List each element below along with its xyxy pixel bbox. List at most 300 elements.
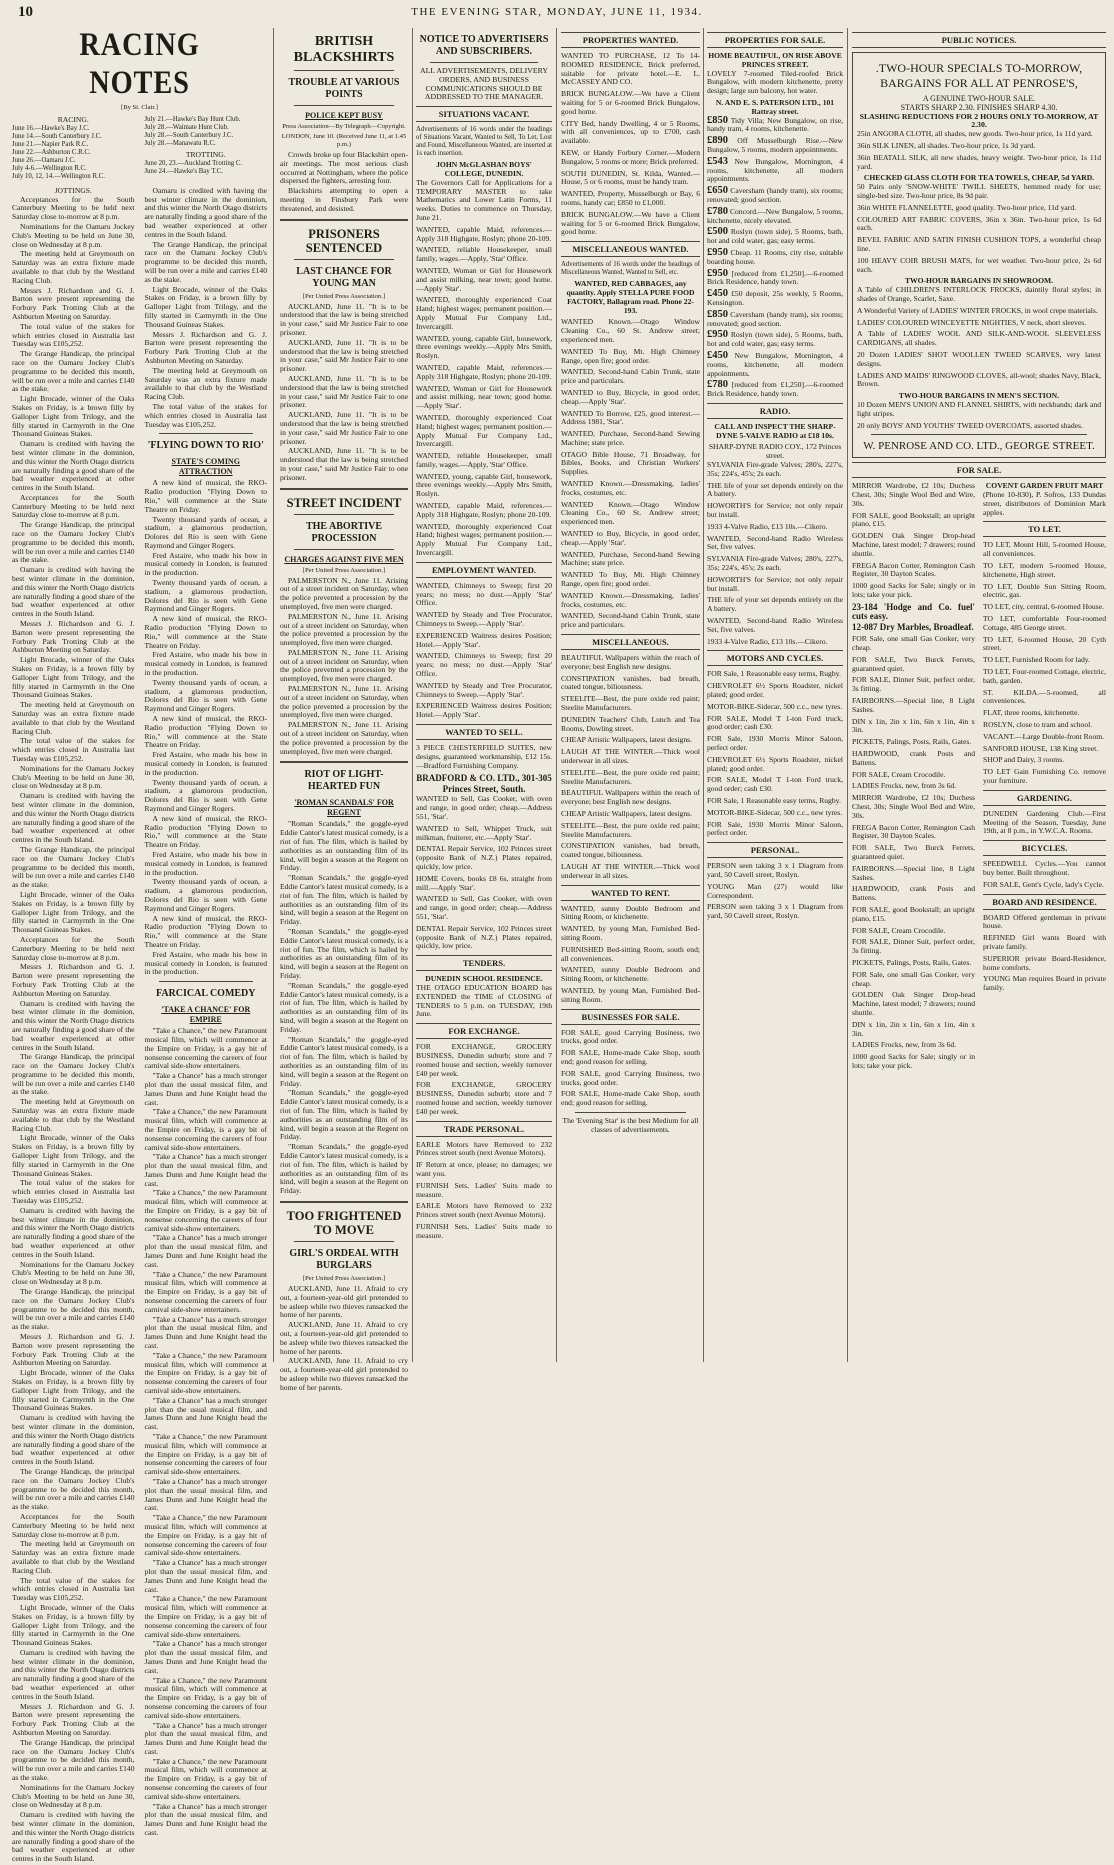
property-price: £450	[707, 288, 728, 300]
classified-ad: CHEVROLET 6½ Sports Roadster, nickel plated; good order.	[707, 754, 843, 773]
sale-item: 10 Dozen MEN'S UNION AND FLANNEL SHIRTS, with neckbands; dark and light stripes.	[857, 399, 1101, 418]
article-paragraph: PALMERSTON N., June 11. Arising out of a street incident on Saturday, when the police prevented a procession by the unemployed, five men were charged.	[280, 684, 408, 720]
article-paragraph: The meeting held at Greymouth on Saturday was an extra fixture made available to that club by the Westland Racing Club.	[12, 249, 135, 285]
fixture-item: July 28.—South Canterbury J.C.	[144, 132, 234, 139]
article-paragraph: Crowds broke up four Blackshirt open-air meetings. The most serious clash occurred at Nottingham, where the police dispersed the fighters, arresting four.	[280, 150, 408, 186]
footer-notice: The 'Evening Star' is the best Medium for all classes of advertisements.	[562, 1115, 699, 1134]
article-paragraph: "Take a Chance," the new Paramount musical film, which will commence at the Empire on Friday, is a gay bit of nonsense concerning the careers of four carnival side-show entertainers.	[144, 1594, 267, 1639]
classified-ad: FREGA Bacon Cotter, Remington Cash Register, 30 Dayton Scales.	[852, 560, 975, 579]
classified-ad: 1933 4-Valve Radio, £13 10s.—Cikero.	[707, 636, 828, 646]
classifieds-column-3	[707, 26, 843, 1362]
classified-ad: BRICK BUNGALOW.—We have a Client waiting for 5 or 6-roomed Brick Bungalow, good home.	[561, 209, 700, 237]
red-cabbages-ad: WANTED, RED CABBAGES, any quantity. Apply STELLA PURE FOOD FACTORY, Ballagram road. Phone 22-193.	[566, 279, 695, 315]
property-description: Cheap. 11 Rooms, city rise, suitable boarding house.	[707, 247, 843, 266]
blackshirts-subheading: TROUBLE AT VARIOUS POINTS	[288, 77, 400, 100]
article-paragraph: A new kind of musical, the RKO-Radio production "Flying Down to Rio," will commence at the State Theatre on Friday.	[144, 614, 267, 650]
press-association-line: [Per United Press Association.]	[302, 1274, 386, 1282]
classified-ad: TO LET, Four-roomed Cottage, electric, bath, garden.	[983, 667, 1106, 685]
classified-ad: LADIES Frocks, new, from 3s 6d.	[852, 1040, 957, 1050]
sale-item: 36in SILK LINEN, all shades. Two-hour price, 1s 3d yard.	[857, 140, 1036, 150]
classified-ad: BEAUTIFUL Wallpapers within the reach of everyone; best English new designs.	[561, 788, 700, 807]
classified-ad: WANTED to Sell, Whippet Truck, suit milkman, fruiterer, etc.—Apply 'Star'.	[416, 823, 552, 842]
classified-ad: CHEAP Artistic Wallpapers, latest designs.	[561, 808, 692, 818]
classified-ad: WANTED Known.—Otago Window Cleaning Co., 60 St. Andrew street; experienced men.	[561, 317, 700, 344]
classified-ad: WANTED to Sell, Gas Cooker, with oven and range, in good order; cheap.—Address 551, 'Star'.	[416, 894, 552, 921]
article-paragraph: Light Brocade, winner of the Oaks Stakes on Friday, is a brown filly by Galloper Light from Trilogy, and the filly started in Carmyrnth in the One Thousand Guineas Stakes.	[144, 284, 267, 329]
classified-ad: FOR Sale, one small Gas Cooker, very cheap.	[852, 634, 975, 653]
fixture-item: June 20, 23.—Auckland Trotting C.	[144, 159, 243, 167]
classified-ad: EXPERIENCED Waitress desires Position; Hotel.—Apply 'Star'.	[416, 630, 552, 649]
classified-ad: BOARD Offered gentleman in private house.	[983, 912, 1106, 931]
section-intro: Advertisements of 16 words under the headings of Miscellaneous Wanted, Wanted to Sell, etc.	[561, 261, 700, 277]
property-price: £950	[707, 329, 728, 341]
fixture-item: June 21.—Napier Park R.C.	[12, 140, 89, 148]
penrose-headline-2: BARGAINS FOR ALL AT PENROSE'S,	[880, 76, 1078, 90]
property-price: £850	[707, 114, 728, 126]
article-paragraph: AUCKLAND, June 11. "It is to be understood that the law is being stretched in your case," said Mr Justice Fair to one prisoner.	[280, 446, 408, 482]
article-paragraph: AUCKLAND, June 11. Afraid to cry out, a fourteen-year-old girl pretended to be asleep while two thieves ransacked the home of her parents.	[280, 1320, 408, 1356]
checked-glass-cloth-line: CHECKED GLASS CLOTH FOR TEA TOWELS, CHEAP, 5d YARD.	[863, 173, 1095, 183]
classified-ad: HOWORTH'S for Service; not only repair but install.	[707, 574, 843, 593]
article-paragraph: Messrs J. Richardson and G. J. Barton were present representing the Forbury Park Trotting Club at the Ashburton Meeting on Saturday.	[12, 962, 135, 998]
article-paragraph: Oamaru is credited with having the best winter climate in the dominion, and this winter the North Otago districts are naturally finding a good share of the bad weather experienced at other centres in the South Island.	[12, 1810, 135, 1864]
article-paragraph: Light Brocade, winner of the Oaks Stakes on Friday, is a brown filly by Galloper Light from Trilogy, and the filly started in Carmyrnth in the One Thousand Guineas Stakes.	[12, 655, 135, 700]
classified-ad: WANTED, thoroughly experienced Coat Hand; highest wages; permanent position.—Apply Mutual Fur Company Ltd., Invercargill.	[416, 521, 552, 558]
classified-ad: THE life of your set depends entirely on the A battery.	[707, 480, 843, 499]
classified-ad: WANTED, Chimneys to Sweep; first 20 years; no mess; no dust.—Apply 'Star' Office.	[416, 651, 552, 679]
sale-item: 36in BEATALL SILK, all new shades, heavy weight. Two-hour price, 1s 11d yard.	[857, 152, 1101, 171]
trade-personal-heading: TRADE PERSONAL.	[416, 1121, 552, 1137]
classified-ad: LADIES Frocks, new, from 3s 6d.	[852, 781, 957, 791]
sale-item: A Table of LADIES' WOOL AND SILK-AND-WOOL SLEEVELESS CARDIGANS, all shades.	[857, 329, 1101, 348]
classified-ad: WANTED, Second-hand Radio Wireless Set, five valves.	[707, 616, 843, 634]
article-paragraph: Nominations for the Oamaru Jockey Club's Meeting to be held on June 30, close on Wednesday at 8 p.m.	[12, 1259, 135, 1287]
classified-ad: OTAGO Bible House, 71 Broadway, for Bibles, Books, and Christian Workers' Supplies.	[561, 449, 700, 477]
prisoners-subheading: LAST CHANCE FOR YOUNG MAN	[296, 265, 392, 289]
classified-ad: WANTED, thoroughly experienced Coat Hand; highest wages; permanent position.—Apply Mutual Fur Company Ltd., Invercargill.	[416, 412, 552, 449]
classified-ad: FREGA Bacon Cotter, Remington Cash Register, 30 Dayton Scales.	[852, 822, 975, 841]
article-paragraph: Oamaru is credited with having the best winter climate in the dominion, and this winter the North Otago districts are naturally finding a good share of the bad weather experienced at other centres in the South Island.	[12, 1205, 135, 1259]
property-description: New Bungalow, Mornington, 4 rooms, kitchenette, all modern appointments.	[707, 350, 843, 378]
article-paragraph: Oamaru is credited with having the best winter climate in the dominion, and this winter the North Otago districts are naturally finding a good share of the bad weather experienced at other centres in the South Island.	[144, 185, 267, 239]
classified-ad: FOR SALE, Home-made Cake Shop, south end; good reason for selling.	[561, 1089, 700, 1108]
fixtures-heading: RACING.	[57, 115, 89, 124]
classified-ad: SANFORD HOUSE, 138 King street.	[983, 743, 1099, 753]
article-paragraph: "Take a Chance" has a much stronger plot than the usual musical film, and James Dunn and June Knight head the cast.	[144, 1558, 267, 1594]
classified-ad: FOR SALE, Two Burck Ferrets, guaranteed quiet.	[852, 654, 975, 673]
classified-ad: FOR SALE, good Carrying Business, two trucks, good order.	[561, 1068, 700, 1087]
classified-ad: WANTED, by young Man, Furnished Bed-sitting Room.	[561, 924, 700, 942]
property-description: Roslyn (town side), 5 Rooms, bath, hot and cold water, gas; easy terms.	[707, 330, 844, 349]
classified-ad: SYLVANIA Fire-grade Valves; 280's, 227's, 35s; 224's, 45's; 2s each.	[707, 554, 843, 573]
article-paragraph: The Grange Handicap, the principal race on the Oamaru Jockey Club's programme to be decided this month, will be run over a mile and carries £140 as the stake.	[12, 520, 135, 565]
classified-ad: CHEVROLET 6½ Sports Roadster, nickel plated; good order.	[707, 681, 843, 700]
article-paragraph: The Grange Handicap, the principal race on the Oamaru Jockey Club's programme to be decided this month, will be run over a mile and carries £140 as the stake.	[12, 1052, 135, 1097]
article-paragraph: Twenty thousand yards of ocean, a stadium, a glamorous production, Dolores del Rio is seen with Gene Raymond and Ginger Rogers.	[144, 578, 267, 614]
miscellaneous-heading: MISCELLANEOUS.	[561, 634, 700, 650]
classified-ad: EARLE Motors have Removed to 232 Princes street south (next Avenue Motors).	[416, 1201, 552, 1220]
fixture-item: July 28.—Manawatu R.C.	[144, 140, 216, 147]
article-paragraph: Acceptances for the South Canterbury Meeting to be held next Saturday close to-morrow at 8 p.m.	[12, 1511, 135, 1539]
article-paragraph: PALMERSTON N., June 11. Arising out of a street incident on Saturday, when the police prevented a procession by the unemployed, five men were charged.	[280, 611, 408, 648]
classified-ad: TO LET, comfortable Four-roomed Cottage, 485 George street.	[983, 614, 1106, 632]
classified-ad: FOR SALE, Model T 1-ton Ford truck, good order; cash £30.	[707, 713, 843, 732]
article-paragraph: "Roman Scandals," the goggle-eyed Eddie Cantor's latest musical comedy, is a riot of fun. The film, which is hailed by authorities as an outstanding film of its kind, will begin a season at the Regent on Friday.	[280, 980, 408, 1034]
to-let-heading: TO LET.	[983, 521, 1106, 537]
article-paragraph: Oamaru is credited with having the best winter climate in the dominion, and this winter the North Otago districts are naturally finding a good share of the bad weather experienced at other centres in the South Island.	[12, 1413, 135, 1467]
classified-ad: WANTED, young, capable Girl, housework, three evenings weekly.—Apply Mrs Smith, Roslyn.	[416, 333, 552, 361]
classified-ad: WANTED, capable Maid, references.—Apply 318 Highgate, Roslyn; phone 20-109.	[416, 362, 552, 381]
public-notices-column	[852, 26, 1106, 1362]
classified-ad: 23-184 'Hodge and Co. fuel' cuts easy.	[852, 601, 975, 621]
classified-ad: HARDWOOD, crank Posts and Battens.	[852, 884, 975, 903]
property-price: £850	[707, 308, 728, 320]
article-paragraph: "Take a Chance," the new Paramount musical film, which will commence at the Empire on Friday, is a gay bit of nonsense concerning the careers of four carnival side-show entertainers.	[144, 1269, 267, 1314]
property-price: £780	[707, 205, 728, 217]
classified-ad: WANTED by Steady and Tree Procurator, Chimneys to Sweep.—Apply 'Star'.	[416, 610, 552, 629]
board-and-residence-heading: BOARD AND RESIDENCE.	[983, 894, 1106, 910]
riot-of-fun-headline: RIOT OF LIGHT-HEARTED FUN	[304, 769, 384, 793]
classified-ad: FOR Sale, one small Gas Cooker, very cheap.	[852, 969, 975, 988]
agent-name: N. AND E. S. PATERSON LTD., 101 Rattray street.	[715, 97, 835, 116]
article-paragraph: "Roman Scandals," the goggle-eyed Eddie Cantor's latest musical comedy, is a riot of fun. The film, which is hailed by authorities as an outstanding film of its kind, will begin a season at the Regent on Friday.	[280, 873, 408, 927]
article-paragraph: Twenty thousand yards of ocean, a stadium, a glamorous production, Dolores del Rio is seen with Gene Raymond and Ginger Rogers.	[144, 777, 267, 813]
article-paragraph: PALMERSTON N., June 11. Arising out of a street incident on Saturday, when the police prevented a procession by the unemployed, five men were charged.	[280, 647, 408, 684]
classified-ad: WANTED to Buy, Bicycle, in good order, cheap.—Apply 'Star'.	[561, 529, 700, 547]
article-paragraph: "Roman Scandals," the goggle-eyed Eddie Cantor's latest musical comedy, is a riot of fun. The film, which is hailed by authorities as an outstanding film of its kind, will begin a season at the Regent on Friday.	[280, 819, 408, 873]
sharp-dyne-address: SHARP-DYNE RADIO COY., 172 Princes street.	[708, 442, 842, 461]
classified-ad: YOUNG Man (27) would like Correspondent.	[707, 881, 843, 900]
classified-ad: TO LET, city, central, 6-roomed House.	[983, 602, 1104, 612]
press-association-line: [Per United Press Association.]	[302, 292, 386, 300]
sale-item: LADIES AND MAIDS' RINGWOOD CLOVES, all-wool; shades Navy, Black, Brown.	[857, 370, 1101, 389]
empire-subheading: 'TAKE A CHANCE' FOR EMPIRE	[161, 1005, 251, 1025]
personal-heading: PERSONAL.	[707, 842, 843, 858]
article-paragraph: PALMERSTON N., June 11. Arising out of a street incident on Saturday, when the police prevented a procession by the unemployed, five men were charged.	[280, 575, 408, 611]
press-association-line: Press Association—By Telegraph—Copyright.	[282, 123, 406, 130]
article-paragraph: Oamaru is credited with having the best winter climate in the dominion, and this winter the North Otago districts are naturally finding a good share of the bad weather experienced at other centres in the South Island.	[12, 791, 135, 845]
fixtures	[12, 116, 267, 181]
property-description: New Bungalow, Mornington, 4 rooms, kitchenette, all modern appointments.	[707, 156, 843, 184]
sale-item: BEVEL FABRIC AND SATIN FINISH CUSHION TOPS, a wonderful cheap line.	[857, 235, 1101, 253]
article-paragraph: A new kind of musical, the RKO-Radio production "Flying Down to Rio," will commence at the State Theatre on Friday.	[144, 714, 267, 750]
classified-ad: WANTED To Buy, Mt. High Chimney Range, open fire; good order.	[561, 346, 700, 365]
sale-item: 25in ANGORA CLOTH, all shades, new goods. Two-hour price, 1s 11d yard.	[857, 129, 1093, 139]
article-paragraph: Light Brocade, winner of the Oaks Stakes on Friday, is a brown filly by Galloper Light from Trilogy, and the filly started in Carmyrnth in the One Thousand Guineas Stakes.	[12, 1368, 135, 1413]
classified-ad: EARLE Motors have Removed to 232 Princes street south (next Avenue Motors).	[416, 1139, 552, 1158]
article-paragraph: "Take a Chance" has a much stronger plot than the usual musical film, and James Dunn and June Knight head the cast.	[144, 1720, 267, 1756]
classified-ad: WANTED, young, capable Girl, housework, three evenings weekly.—Apply Mrs Smith, Roslyn.	[416, 471, 552, 499]
covent-garden-heading: COVENT GARDEN FRUIT MART	[985, 481, 1104, 491]
column-divider	[412, 28, 413, 1362]
article-paragraph: Fred Astaire, who made his bow in musical comedy in London, is featured in the production.	[144, 550, 267, 578]
property-price: £450	[707, 349, 728, 361]
sale-item: 20 only BOYS' AND YOUTHS' TWEED OVERCOATS, assorted shades.	[857, 420, 1083, 430]
article-paragraph: AUCKLAND, June 11. Afraid to cry out, a fourteen-year-old girl pretended to be asleep while two thieves ransacked the home of her parents.	[280, 1356, 408, 1392]
classified-ad: VACANT.—Large Double-front Room.	[983, 731, 1105, 741]
article-paragraph: Oamaru is credited with having the best winter climate in the dominion, and this winter the North Otago districts are naturally finding a good share of the bad weather experienced at other centres in the South Island.	[12, 998, 135, 1052]
motors-and-cycles-heading: MOTORS AND CYCLES.	[707, 650, 843, 666]
classified-ad: SUPERIOR private Board-Residence, home comforts.	[983, 953, 1106, 972]
ad-headline: CALL AND INSPECT THE SHARP-DYNE 5-VALVE RADIO at £18 10s.	[714, 421, 836, 440]
article-paragraph: "Take a Chance," the new Paramount musical film, which will commence at the Empire on Friday, is a gay bit of nonsense concerning the careers of four carnival side-show entertainers.	[144, 1432, 267, 1477]
sale-hours: STARTS SHARP 2.30. FINISHES SHARP 4.30.	[900, 102, 1058, 112]
ad-headline: DUNEDIN SCHOOL RESIDENCE.	[425, 974, 543, 984]
classified-ad: SPEEDWELL Cycles.—You cannot buy better. Built throughout.	[983, 859, 1106, 877]
classified-ad: CITY Bed, handy Dwelling, 4 or 5 Rooms, with all conveniences, up to £700, cash available.	[561, 118, 700, 146]
property-description: [reduced from £1,250].—6-roomed Brick Residence, handy town.	[707, 268, 843, 287]
classified-ad: WANTED Known.—Dressmaking, ladies' frocks, costumes, etc.	[561, 479, 700, 497]
article-paragraph: A new kind of musical, the RKO-Radio production "Flying Down to Rio," will commence at the State Theatre on Friday.	[144, 913, 267, 949]
classified-ad: WANTED, sunny Double Bedroom and Sitting Room, or kitchenette.	[561, 965, 700, 984]
sale-item: COLOURED ART FABRIC COVERS, 36in x 36in. Two-hour price, 1s 6d each.	[857, 214, 1101, 233]
classified-ad: FOR Sale, 1930 Morris Minor Saloon, perfect order.	[707, 819, 843, 838]
article-paragraph: The total value of the stakes for which entries closed in Australia last Tuesday was £105,252.	[12, 1178, 135, 1206]
slashing-reductions-line: SLASHING REDUCTIONS FOR 2 HOURS ONLY TO-MORROW, AT 2.30.	[859, 111, 1099, 130]
article-paragraph: Messrs J. Richardson and G. J. Barton were present representing the Forbury Park Trotting Club at the Ashburton Meeting on Saturday.	[12, 1332, 135, 1368]
classified-ad: FOR SALE, good Bookstall; an upright piano, £15.	[852, 904, 975, 923]
article-paragraph: A new kind of musical, the RKO-Radio production "Flying Down to Rio," will commence at the State Theatre on Friday.	[144, 813, 267, 850]
article-paragraph: The Grange Handicap, the principal race on the Oamaru Jockey Club's programme to be decided this month, will be run over a mile and carries £140 as the stake.	[12, 1737, 135, 1783]
showroom-heading: TWO-HOUR BARGAINS IN SHOWROOM.	[904, 276, 1054, 286]
article-paragraph: "Take a Chance" has a much stronger plot than the usual musical film, and James Dunn and June Knight head the cast.	[144, 1233, 267, 1269]
sale-item: LADIES' COLOURED WINCEYETTE NIGHTIES, V neck, short sleeves.	[857, 317, 1087, 327]
classified-ad: FOR SALE, Model T 1-ton Ford truck, good order; cash £30.	[707, 775, 843, 794]
article-paragraph: Acceptances for the South Canterbury Meeting to be held next Saturday close to-morrow at 8 p.m.	[12, 194, 135, 222]
article-paragraph: Acceptances for the South Canterbury Meeting to be held next Saturday close to-morrow at 8 p.m.	[12, 934, 135, 962]
classified-ad: PERSON seen taking 3 x 1 Diagram from yard, 50 Cavell street, Roslyn.	[707, 902, 843, 921]
article-paragraph: A new kind of musical, the RKO-Radio production "Flying Down to Rio," will commence at the State Theatre on Friday.	[144, 478, 267, 514]
street-incident-headline: STREET INCIDENT	[286, 495, 402, 510]
classified-ad: FOR EXCHANGE, GROCERY BUSINESS, Dunedin suburb; store and 7 roomed house and section, weekly turnover £40 per week.	[416, 1042, 552, 1078]
miscellaneous-wanted-heading: MISCELLANEOUS WANTED.	[561, 241, 700, 257]
for-exchange-heading: FOR EXCHANGE.	[416, 1023, 552, 1039]
fixture-item: July 21.—Hawke's Bay Hunt Club.	[144, 116, 241, 123]
classifieds-column-1	[416, 26, 552, 1362]
column-divider	[847, 28, 848, 1362]
fixture-item: June 16.—Hawke's Bay J.C.	[12, 124, 90, 132]
classified-ad: FOR SALE, Home-made Cake Shop, south end; good reason for selling.	[561, 1048, 700, 1066]
article-paragraph: PALMERSTON N., June 11. Arising out of a street incident on Saturday, when the police prevented a procession by the unemployed, five men were charged.	[280, 720, 408, 756]
flying-down-to-rio-heading: 'FLYING DOWN TO RIO'	[147, 440, 264, 452]
byline: [By St. Clair.]	[121, 104, 158, 111]
classified-ad: 1000 good Sacks for Sale; singly or in lots; take your pick.	[852, 1052, 975, 1070]
classified-ad: DIN x 1in, 2in x 1in, 6in x 1in, 4in x 3in.	[852, 716, 975, 735]
classified-ad: 3 PIECE CHESTERFIELD SUITES, new designs, guaranteed workmanship, £12 15s.—Bradford Furnishing Company.	[416, 743, 552, 770]
property-price: £543	[707, 155, 728, 167]
wanted-to-sell-heading: WANTED TO SELL.	[416, 724, 552, 740]
ad-headline: HOME BEAUTIFUL, ON RISE ABOVE PRINCES STREET.	[708, 51, 842, 69]
blackshirts-subheading-2: POLICE KEPT BUSY	[305, 111, 383, 120]
fixture-item: June 14.—South Canterbury J.C.	[12, 132, 102, 140]
article-paragraph: Fred Astaire, who made his bow in musical comedy in London, is featured in the production.	[144, 650, 267, 678]
classified-ad: ST. KILDA.—5-roomed, all conveniences.	[983, 687, 1106, 706]
classified-ad: FURNISHED Bed-sitting Room, south end; all conveniences.	[561, 944, 700, 963]
article-paragraph: "Take a Chance," the new Paramount musical film, which will commence at the Empire on Friday, is a gay bit of nonsense concerning the careers of four carnival side-show entertainers.	[144, 1107, 267, 1152]
classified-ad: TO LET, modern 5-roomed House, kitchenette, High street.	[983, 561, 1106, 579]
bicycles-heading: BICYCLES.	[983, 840, 1106, 856]
article-paragraph: "Take a Chance" has a much stronger plot than the usual musical film, and James Dunn and June Knight head the cast.	[144, 1395, 267, 1432]
property-price: £780	[707, 379, 728, 391]
classified-ad: WANTED, Second-hand Cabin Trunk, state price and particulars.	[561, 367, 700, 386]
article-paragraph: Messrs J. Richardson and G. J. Barton were present representing the Forbury Park Trotting Club at the Ashburton Meeting on Saturday.	[12, 285, 135, 321]
classified-ad: SOUTH DUNEDIN, St. Kilda, Wanted.—House, 5 or 6 rooms, must be handy tram.	[561, 168, 700, 187]
classified-ad: STEELITE—Best, the pure oxide red paint; Steelite Manufacturers.	[561, 820, 700, 839]
section-intro: Advertisements of 16 words under the headings of Situations Vacant, Wanted to Sell, To Let, Lost and Found, Miscellaneous Wanted, are inserted at 1s each insertion.	[416, 126, 552, 158]
article-paragraph: Light Brocade, winner of the Oaks Stakes on Friday, is a brown filly by Galloper Light from Trilogy, and the filly started in Carmyrnth in the One Thousand Guineas Stakes.	[12, 1133, 135, 1178]
classified-ad: WANTED, Woman or Girl for Housework and assist milking, near town; good home.—Apply 'Star'.	[416, 383, 552, 411]
article-paragraph: "Take a Chance" has a much stronger plot than the usual musical film, and James Dunn and June Knight head the cast.	[144, 1639, 267, 1675]
classified-ad: EXPERIENCED Waitress desires Position; Hotel.—Apply 'Star'.	[416, 701, 552, 720]
classified-ad: LAUGH AT THE WINTER.—Thick wool underwear in all sizes.	[561, 861, 700, 880]
classified-ad: TO LET, Furnished Room for lady.	[983, 655, 1091, 665]
classified-ad: MOTOR-BIKE-Sidecar, 500 c.c., new tyres.	[707, 701, 843, 711]
article-paragraph: The total value of the stakes for which entries closed in Australia last Tuesday was £105,252.	[12, 736, 135, 763]
property-price: £950	[707, 246, 728, 258]
fixture-item: July 4-6.—Wellington R.C.	[12, 164, 87, 172]
classified-ad: WANTED to Sell, Gas Cooker, with oven and range, in good order; cheap.—Address 551, 'Star'.	[416, 794, 552, 821]
article-paragraph: Nominations for the Oamaru Jockey Club's Meeting to be held on June 30, close on Wednesday at 8 p.m.	[12, 763, 135, 791]
classified-ad: WANTED, capable Maid, references.—Apply 318 Highgate, Roslyn; phone 20-109.	[416, 501, 552, 519]
racing-notes-column	[12, 26, 267, 1864]
classified-ad: CHEAP Artistic Wallpapers, latest designs.	[561, 735, 692, 745]
classified-ad: HOME Covers, books £8 6s, straight from mill.—Apply 'Star'.	[416, 873, 552, 892]
frightened-subheading: GIRL'S ORDEAL WITH BURGLARS	[289, 1247, 399, 1271]
article-paragraph: "Take a Chance," the new Paramount musical film, which will commence at the Empire on Friday, is a gay bit of nonsense concerning the careers of four carnival side-show entertainers.	[144, 1513, 267, 1558]
article-paragraph: Blackshirts attempting to open a meeting in Finsbury Park were threatened, and desisted.	[280, 186, 408, 213]
penrose-headline-1: .TWO-HOUR SPECIALS TO-MORROW,	[875, 61, 1083, 75]
classified-ad: FOR SALE, Cream Crocodile.	[852, 769, 946, 779]
article-paragraph: The meeting held at Greymouth on Saturday was an extra fixture made available to that club by the Westland Racing Club.	[12, 1097, 135, 1133]
classified-ad: CONSTIPATION vanishes, bad breath, coated tongue, biliousness.	[561, 841, 700, 860]
classified-ad: WANTED To Borrow, £25, good interest.—Address 1981, 'Star'.	[561, 408, 700, 427]
classified-ad: BRICK BUNGALOW.—We have a Client waiting for 5 or 6-roomed Brick Bungalow, good home.	[561, 89, 700, 116]
classified-ad: TO LET Gain Furnishing Co. remove your furniture.	[983, 767, 1106, 786]
dateline: LONDON, June 10. (Received June 11, at 1.45 p.m.)	[281, 133, 407, 148]
article-paragraph: Twenty thousand yards of ocean, a stadium, a glamorous production, Dolores del Rio is seen with Gene Raymond and Ginger Rogers.	[144, 677, 267, 714]
classified-ad: IF Return at once, please; no damages; we want you.	[416, 1160, 552, 1178]
column-divider	[556, 28, 557, 1362]
classified-ad: FAIRBORNS.—Special line, 8 Light Sashes.	[852, 863, 975, 882]
article-paragraph: Twenty thousand yards of ocean, a stadium, a glamorous production, Dolores del Rio is seen with Gene Raymond and Ginger Rogers.	[144, 514, 267, 550]
classified-ad: DUNEDIN Teachers' Club, Lunch and Tea Rooms, Dowling street.	[561, 714, 700, 733]
classified-ad: WANTED by Steady and Tree Procurator, Chimneys to Sweep.—Apply 'Star'.	[416, 680, 552, 699]
property-description: Concord.—New Bungalow, 5 rooms, kitchenette, nicely elevated.	[707, 206, 843, 225]
businesses-for-sale-heading: BUSINESSES FOR SALE.	[561, 1009, 700, 1025]
classified-ad: DUNEDIN Gardening Club.—First Meeting of the Season, Tuesday, June 19th, at 8 p.m., in Y.W.C.A. Rooms.	[983, 808, 1106, 836]
property-description: Caversham (handy tram), six rooms; renovated; good section.	[707, 309, 843, 328]
classified-ad: LAUGH AT THE WINTER.—Thick wool underwear in all sizes.	[561, 747, 700, 765]
classified-ad: FAIRBORNS.—Special line, 8 Light Sashes.	[852, 696, 975, 714]
newspaper-title: THE EVENING STAR, MONDAY, JUNE 11, 1934.	[411, 6, 703, 18]
prisoners-headline: PRISONERS SENTENCED	[305, 226, 383, 255]
classified-ad: SYLVANIA Fire-grade Valves; 280's, 227's, 35s; 224's, 45's; 2s each.	[707, 460, 843, 478]
article-paragraph: "Roman Scandals," the goggle-eyed Eddie Cantor's latest musical comedy, is a riot of fun. The film, which is hailed by authorities as an outstanding film of its kind, will begin a season at the Regent on Friday.	[280, 927, 408, 980]
classified-ad: THE OTAGO EDUCATION BOARD has EXTENDED the TIME of CLOSING of TENDERS to 5 p.m. on TUESDAY, 19th June.	[416, 982, 552, 1019]
classified-ad: The Governors Call for Applications for a TEMPORARY MASTER to take Mathematics and Lower Latin Forms, 11 weeks. Duties to commence on Thursday, June 21.	[416, 177, 552, 222]
mens-section-heading: TWO-HOUR BARGAINS IN MEN'S SECTION.	[898, 391, 1060, 401]
classified-ad: WANTED, Chimneys to Sweep; first 20 years; no mess; no dust.—Apply 'Star' Office.	[416, 580, 552, 608]
tenders-heading: TENDERS.	[416, 955, 552, 971]
article-paragraph: "Take a Chance" has a much stronger plot than the usual musical film, and James Dunn and June Knight head the cast.	[144, 1071, 267, 1107]
article-paragraph: "Take a Chance" has a much stronger plot than the usual musical film, and James Dunn and June Knight head the cast.	[144, 1801, 267, 1838]
property-description: £50 deposit, 25s weekly, 5 Rooms, Kensington.	[707, 289, 843, 307]
classified-ad: FOR SALE, Gent's Cycle, lady's Cycle.	[983, 879, 1104, 889]
classified-ad: STEELITE—Best, the pure oxide red paint; Steelite Manufacturers.	[561, 694, 700, 713]
article-paragraph: The Grange Handicap, the principal race on the Oamaru Jockey Club's programme to be decided this month, will be run over a mile and carries £140 as the stake.	[12, 844, 135, 890]
radio-heading: RADIO.	[707, 403, 843, 419]
public-notices-heading: PUBLIC NOTICES.	[852, 32, 1106, 48]
classified-ad: FOR Sale, 1930 Morris Minor Saloon, perfect order.	[707, 734, 843, 752]
situations-vacant-heading: SITUATIONS VACANT.	[416, 106, 552, 122]
penrose-firm-name: W. PENROSE AND CO. LTD., GEORGE STREET.	[863, 440, 1095, 453]
classified-ad: 1000 good Sacks for Sale; singly or in lots; take your pick.	[852, 581, 975, 600]
article-paragraph: "Take a Chance" has a much stronger plot than the usual musical film, and James Dunn and June Knight head the cast.	[144, 1152, 267, 1188]
fixture-item: July 28.—Waimate Hunt Club.	[144, 124, 229, 131]
sale-item: A Wonderful Variety of LADIES' WINTER FROCKS, in wool crepe materials.	[857, 305, 1098, 315]
article-paragraph: "Take a Chance," the new Paramount musical film, which will commence at the Empire on Friday, is a gay bit of nonsense concerning the careers of four carnival side-show entertainers.	[144, 1350, 267, 1396]
news-column	[280, 26, 408, 1392]
article-paragraph: Nominations for the Oamaru Jockey Club's Meeting to be held on June 30, close on Wednesday at 8 p.m.	[12, 1782, 135, 1810]
farcical-comedy-heading: FARCICAL COMEDY	[155, 988, 256, 1000]
classified-ad: FOR Sale, 1 Reasonable easy terms, Rugby.	[707, 795, 841, 805]
article-paragraph: Messrs J. Richardson and G. J. Barton were present representing the Forbury Park Trotting Club at the Ashburton Meeting on Saturday.	[144, 329, 267, 365]
article-paragraph: The Grange Handicap, the principal race on the Oamaru Jockey Club's programme to be decided this month, will be run over a mile and carries £140 as the stake.	[12, 349, 135, 394]
article-paragraph: "Take a Chance," the new Paramount musical film, which will commence at the Empire on Friday, is a gay bit of nonsense concerning the careers of four carnival side-show entertainers.	[144, 1188, 267, 1233]
penrose-advertisement	[852, 52, 1106, 458]
classified-ad: WANTED Known.—Dressmaking, ladies' frocks, costumes, etc.	[561, 590, 700, 609]
article-paragraph: The meeting held at Greymouth on Saturday was an extra fixture made available to that club by the Westland Racing Club.	[12, 700, 135, 736]
classified-ad: WANTED TO PURCHASE, 12 To 14-ROOMED RESIDENCE, Brick preferred, suitable for private hotel.—E. L. McCASSEY AND CO.	[561, 51, 700, 87]
classified-ad: WANTED, Second-hand Radio Wireless Set, five valves.	[707, 533, 843, 552]
sale-item: 100 HEAVY COIR BRUSH MATS, for wet weather. Two-hour price, 2s 6d each.	[857, 255, 1101, 274]
column-divider	[273, 28, 274, 1362]
article-paragraph: The meeting held at Greymouth on Saturday was an extra fixture made available to that club by the Westland Racing Club.	[12, 1539, 135, 1575]
notice-to-advertisers-heading: NOTICE TO ADVERTISERS AND SUBSCRIBERS.	[419, 34, 549, 57]
notice-text: ALL ADVERTISEMENTS, DELIVERY ORDERS, AND BUSINESS COMMUNICATIONS SHOULD BE ADDRESSED TO THE MANAGER.	[419, 66, 549, 102]
classified-ad: WANTED Known.—Otago Window Cleaning Co., 60 St. Andrew street; experienced men.	[561, 499, 700, 527]
classified-ad: WANTED, thoroughly experienced Coat Hand; highest wages; permanent position.—Apply Mutual Fur Company Ltd., Invercargill.	[416, 295, 552, 331]
properties-wanted-heading: PROPERTIES WANTED.	[561, 32, 700, 48]
street-incident-subheading-2: CHARGES AGAINST FIVE MEN	[284, 554, 404, 564]
article-paragraph: AUCKLAND, June 11. "It is to be understood that the law is being stretched in your case," said Mr Justice Fair to one prisoner.	[280, 373, 408, 410]
article-paragraph: Acceptances for the South Canterbury Meeting to be held next Saturday close to-morrow at 8 p.m.	[12, 492, 135, 520]
classified-ad: WANTED, capable Maid, references.—Apply 318 Highgate, Roslyn; phone 20-109.	[416, 224, 552, 243]
classified-ad: SHOP and Dairy, 3 rooms.	[983, 755, 1065, 765]
article-paragraph: "Roman Scandals," the goggle-eyed Eddie Cantor's latest musical comedy, is a riot of fun. The film, which is hailed by authorities as an outstanding film of its kind, will begin a season at the Regent on Friday.	[280, 1034, 408, 1088]
property-description: Caversham (handy tram), six rooms; renovated; good section.	[707, 186, 843, 204]
article-paragraph: Oamaru is credited with having the best winter climate in the dominion, and this winter the North Otago districts are naturally finding a good share of the bad weather experienced at other centres in the South Island.	[12, 565, 135, 619]
article-paragraph: "Roman Scandals," the goggle-eyed Eddie Cantor's latest musical comedy, is a riot of fun. The film, which is hailed by authorities as an outstanding film of its kind, will begin a season at the Regent on Friday.	[280, 1088, 408, 1142]
sale-item: 20 Dozen LADIES' SHOT WOOLLEN TWEED SCARVES, very latest designs.	[857, 349, 1101, 368]
classified-ad: 12-087 Dry Marbles, Broadleaf.	[852, 622, 974, 633]
classified-ad: WANTED, Property, Musselburgh or Bay, 6 rooms, handy car; £850 to £1,000.	[561, 189, 700, 207]
street-incident-subheading: THE ABORTIVE PROCESSION	[305, 520, 383, 544]
property-description: [reduced from £1,250].—6-roomed Brick Residence, handy town.	[707, 380, 843, 399]
classified-ad: PERSON seen taking 3 x 1 Diagram from yard, 50 Cavell street, Roslyn.	[707, 861, 843, 879]
article-paragraph: The meeting held at Greymouth on Saturday was an extra fixture made available to that club by the Westland Racing Club.	[144, 365, 267, 402]
bradford-furnishing-name: BRADFORD & CO. LTD., 301-305 Princes Street, South.	[416, 773, 552, 795]
classified-ad: TO LET, Mount Hill, 5-roomed House, all conveniences.	[983, 540, 1106, 559]
property-price: £950	[707, 267, 728, 279]
wanted-to-rent-heading: WANTED TO RENT.	[561, 885, 700, 901]
property-description: Off Musselburgh Rise.—New Bungalow, 5 rooms, modern appointments.	[707, 136, 843, 154]
fixture-item: June 22.—Ashburton C.R.C.	[12, 148, 91, 156]
article-paragraph: Oamaru is credited with having the best winter climate in the dominion, and this winter the North Otago districts are naturally finding a good share of the bad weather experienced at other centres in the South Island.	[12, 1647, 135, 1701]
article-paragraph: "Roman Scandals," the goggle-eyed Eddie Cantor's latest musical comedy, is a riot of fun. The film, which is hailed by authorities as an outstanding film of its kind, will begin a season at the Regent on Friday.	[280, 1142, 408, 1196]
classified-ad: PICKETS, Palings, Posts, Rails, Gates.	[852, 957, 972, 967]
blackshirts-headline: BRITISH BLACKSHIRTS	[293, 34, 395, 65]
